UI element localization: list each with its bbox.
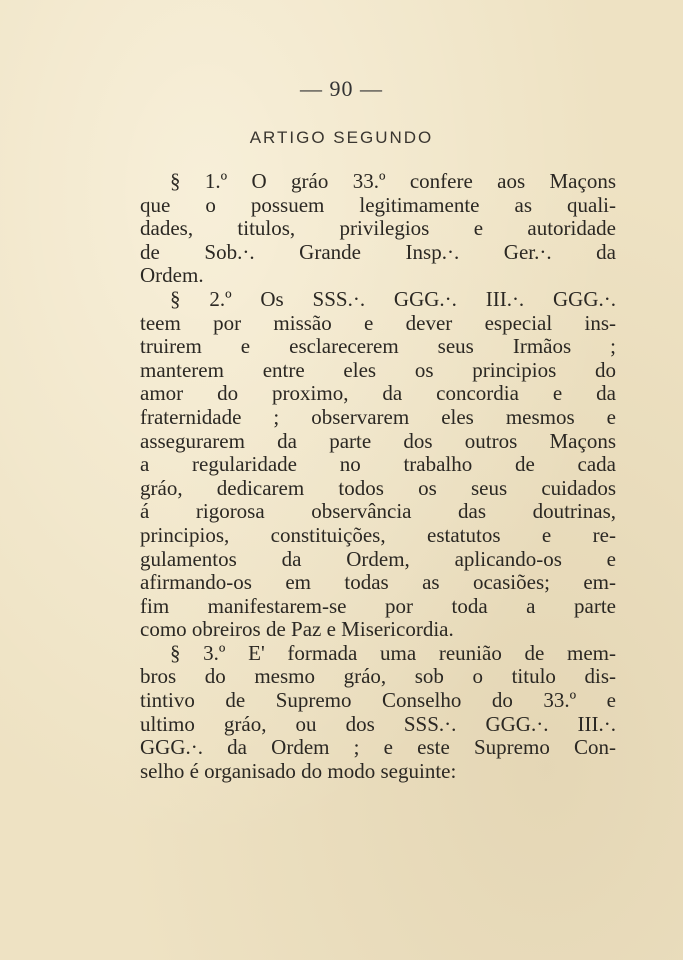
paragraph-line: Ordem. — [140, 263, 204, 288]
paragraph-line: afirmando-os em todas as ocasiões; em- — [140, 570, 616, 595]
paragraph-line: GGG.·. da Ordem ; e este Supremo Con- — [140, 735, 616, 760]
paragraph-line: § 2.º Os SSS.·. GGG.·. III.·. GGG.·. — [170, 286, 616, 311]
paragraph-2 — [140, 288, 616, 642]
paragraph-line: selho é organisado do modo seguinte: — [140, 758, 457, 783]
paragraph-line: § 1.º O gráo 33.º confere aos Maçons — [170, 169, 616, 193]
paragraph-line: á rigorosa observância das doutrinas, — [140, 499, 616, 524]
paragraph-line: de Sob.·. Grande Insp.·. Ger.·. da — [140, 239, 616, 264]
paragraph-line: fim manifestarem-se por toda a parte — [140, 593, 616, 618]
body-text — [140, 170, 616, 783]
paragraph-3 — [140, 642, 616, 784]
paragraph-line: ultimo gráo, ou dos SSS.·. GGG.·. III.·. — [140, 711, 616, 736]
paragraph-line: assegurarem da parte dos outros Maçons — [140, 428, 616, 453]
article-heading: ARTIGO SEGUNDO — [249, 128, 434, 147]
paragraph-line: gulamentos da Ordem, aplicando-os e — [140, 546, 616, 571]
paragraph-line: tintivo de Supremo Conselho do 33.º e — [140, 688, 616, 713]
paragraph-line: a regularidade no trabalho de cada — [140, 452, 616, 477]
paragraph-line: como obreiros de Paz e Misericordia. — [140, 617, 454, 642]
paragraph-1 — [140, 170, 616, 288]
paragraph-line: principios, constituições, estatutos e re- — [140, 522, 616, 547]
paragraph-line: gráo, dedicarem todos os seus cuidados — [140, 475, 616, 500]
paragraph-line: teem por missão e dever especial ins- — [140, 310, 616, 335]
paragraph-line: que o possuem legitimamente as quali- — [140, 192, 616, 217]
paragraph-line: dades, titulos, privilegios e autoridade — [140, 216, 616, 241]
page-number: — 90 — — [300, 76, 383, 101]
paragraph-line: manterem entre eles os principios do — [140, 357, 616, 382]
paragraph-line: § 3.º E' formada uma reunião de mem- — [170, 640, 616, 665]
paragraph-line: amor do proximo, da concordia e da — [140, 381, 616, 406]
paragraph-line: truirem e esclarecerem seus Irmãos ; — [140, 334, 616, 359]
paragraph-line: bros do mesmo gráo, sob o titulo dis- — [140, 664, 616, 689]
paragraph-line: fraternidade ; observarem eles mesmos e — [140, 404, 616, 429]
